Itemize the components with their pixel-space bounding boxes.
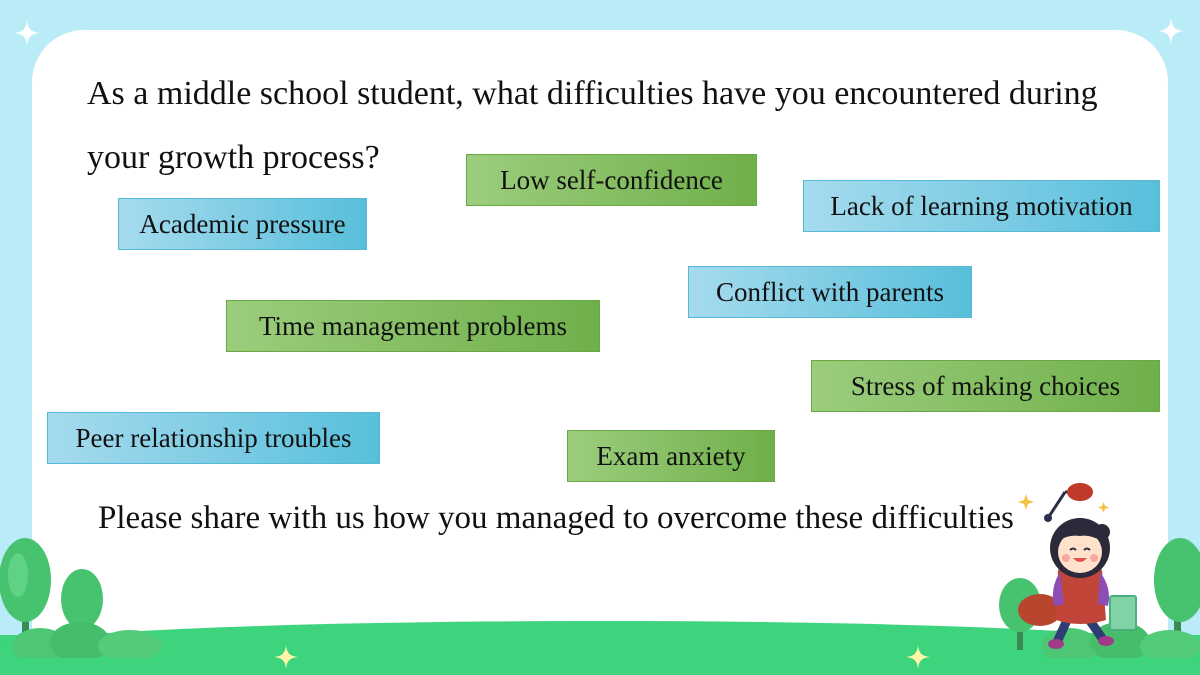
- sparkle-icon: [14, 20, 40, 46]
- tag-low-self-confidence: Low self-confidence: [466, 154, 757, 206]
- tag-time-management-problems: Time management problems: [226, 300, 600, 352]
- tag-peer-relationship-troubles: Peer relationship troubles: [47, 412, 380, 464]
- tag-academic-pressure: Academic pressure: [118, 198, 367, 250]
- tag-lack-of-learning-motivation: Lack of learning motivation: [803, 180, 1160, 232]
- sparkle-icon: [906, 645, 930, 669]
- bush-icon: [10, 618, 170, 658]
- tag-exam-anxiety: Exam anxiety: [567, 430, 775, 482]
- tag-conflict-with-parents: Conflict with parents: [688, 266, 972, 318]
- closing-prompt: Please share with us how you managed to overcome these difficulties: [98, 500, 1014, 536]
- lamp-icon: [1044, 483, 1093, 522]
- girl-illustration: [1010, 478, 1160, 653]
- sparkle-icon: [1158, 18, 1184, 44]
- question-text: As a middle school student, what difficulties have you encountered during your growth process?: [87, 75, 1098, 176]
- book-icon: [1110, 596, 1136, 630]
- sparkle-icon: [274, 645, 298, 669]
- tag-stress-of-making-choices: Stress of making choices: [811, 360, 1160, 412]
